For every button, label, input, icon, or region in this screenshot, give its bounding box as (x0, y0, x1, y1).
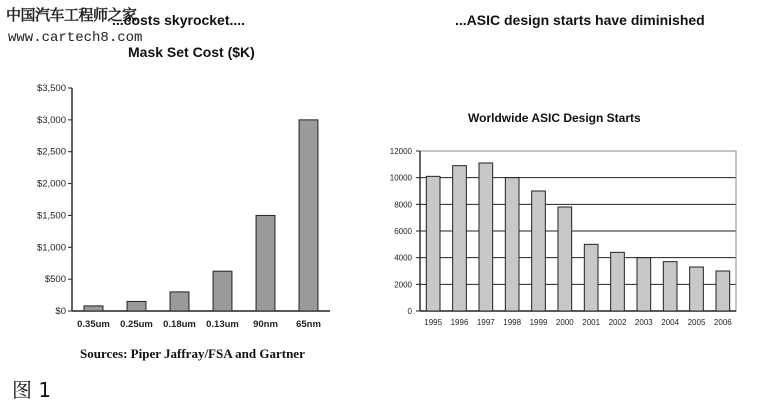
x-tick-label: 1995 (424, 318, 443, 327)
x-tick-label: 2005 (687, 318, 706, 327)
y-tick-label: $0 (55, 306, 66, 317)
x-tick-label: 1997 (476, 318, 495, 327)
y-tick-label: $500 (44, 274, 66, 286)
x-tick-label: 2006 (713, 318, 732, 327)
bar (690, 267, 704, 311)
y-tick-label: 10000 (389, 173, 412, 183)
bar (256, 215, 275, 311)
asic-starts-chart-title: Worldwide ASIC Design Starts (468, 111, 641, 125)
mask-cost-chart-title: Mask Set Cost ($K) (128, 44, 255, 60)
right-heading: ...ASIC design starts have diminished (455, 12, 705, 28)
bar (299, 120, 318, 311)
y-tick-label: $1,500 (36, 210, 66, 222)
watermark-title: 中国汽车工程师之家 (6, 6, 137, 24)
bar (558, 207, 572, 311)
y-tick-label: 0 (407, 307, 412, 316)
y-tick-label: 6000 (394, 227, 412, 236)
source-note: Sources: Piper Jaffray/FSA and Gartner (80, 346, 305, 361)
y-tick-label: 12000 (389, 147, 412, 156)
watermark-url: www.cartech8.com (8, 30, 143, 46)
bar (84, 306, 103, 311)
bar (505, 178, 519, 311)
bar (663, 262, 677, 311)
x-tick-label: 2000 (555, 318, 574, 327)
bar (127, 301, 146, 311)
y-tick-label: 8000 (394, 200, 412, 210)
bar (170, 292, 189, 311)
bar (611, 252, 625, 311)
mask-cost-chart (37, 83, 330, 330)
x-tick-label: 0.13um (206, 319, 239, 330)
x-tick-label: 1996 (450, 318, 469, 327)
bar (426, 176, 440, 311)
bar (479, 163, 493, 311)
left-heading: ...costs skyrocket.... (112, 12, 246, 28)
x-tick-label: 1998 (503, 318, 522, 327)
x-tick-label: 90nm (253, 319, 278, 330)
x-tick-label: 2003 (634, 318, 653, 327)
x-tick-label: 2002 (608, 318, 627, 327)
y-tick-label: $1,000 (36, 242, 66, 254)
bar (213, 271, 232, 311)
y-tick-label: $3,500 (36, 83, 66, 94)
x-tick-label: 2004 (661, 318, 680, 327)
figure-label: 图 1 (12, 378, 52, 402)
x-tick-label: 0.18um (163, 319, 196, 330)
bar (637, 258, 651, 311)
x-tick-label: 1999 (529, 318, 548, 327)
y-tick-label: $3,000 (36, 114, 66, 126)
y-tick-label: 2000 (394, 280, 412, 290)
x-tick-label: 0.35um (77, 319, 110, 330)
y-tick-label: $2,000 (36, 178, 66, 190)
bar (584, 244, 598, 311)
x-tick-label: 0.25um (120, 319, 153, 330)
bar (453, 166, 467, 311)
x-tick-label: 2001 (582, 318, 601, 327)
y-tick-label: $2,500 (36, 146, 66, 158)
bar (532, 191, 546, 311)
x-tick-label: 65nm (296, 319, 321, 330)
asic-starts-chart (390, 147, 736, 327)
y-tick-label: 4000 (394, 253, 412, 263)
bar (716, 271, 730, 311)
